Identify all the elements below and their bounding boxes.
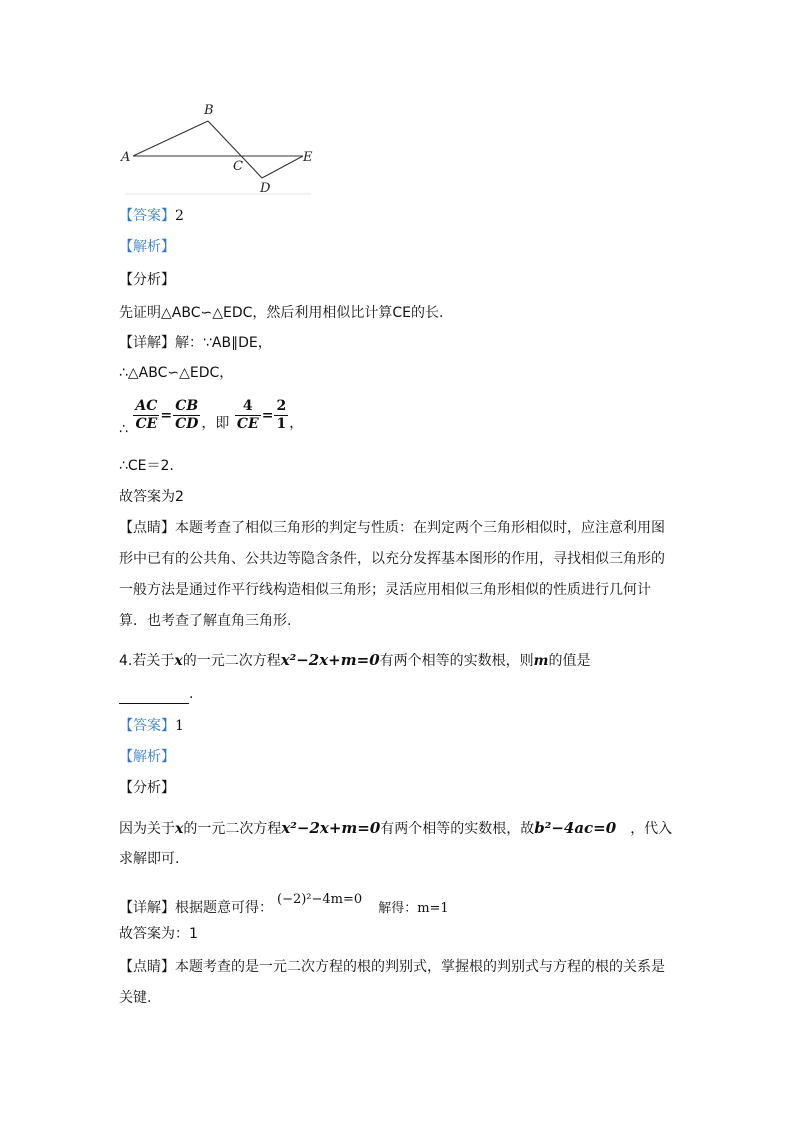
dianjing-tag: 【点睛】 [119,520,175,536]
fraction-numerator: 2 [276,398,287,414]
dianjing-tag: 【点睛】 [119,959,175,975]
var-x: x [175,821,184,837]
jiexi-tag: 【解析】 [119,749,175,765]
q3-dianjing-2: 形中已有的公共角、公共边等隐含条件，以充分发挥基本图形的作用，寻找相似三角形的 [119,551,665,567]
jiexi-tag: 【解析】 [119,239,175,255]
answer-value: 1 [175,718,184,734]
fraction-2-1 [274,398,288,433]
answer-value: 2 [175,208,184,224]
q4-fenxi-line2: 求解即可. [119,851,180,867]
detail-equation: (−2)²−4m=0 [277,892,363,907]
q3-answer [119,206,184,226]
fraction-denominator: 1 [276,416,287,432]
label-e: E [303,150,313,165]
q3-jiexi [119,237,175,257]
answer-tag: 【答案】 [119,718,175,734]
fenxi-part: 的一元二次方程 [183,821,282,837]
equals-sign: = [160,407,173,424]
detail-tag: 【详解】 [119,335,175,351]
equals-sign: = [261,407,274,424]
q3-dianjing-4: 算．也考查了解直角三角形. [119,613,292,629]
q3-fenxi-text: 先证明△ABC∽△EDC，然后利用相似比计算CE的长. [119,305,444,321]
dianjing-text: 本题考查的是一元二次方程的根的判别式，掌握根的判别式与方程的根的关系是 [175,959,665,975]
blank-end: . [189,686,194,702]
label-b: B [204,103,214,118]
label-d: D [260,181,271,196]
q4-dianjing-1 [119,957,665,977]
fraction-ac-ce [133,398,159,433]
q4-dianjing-2: 关键. [119,990,152,1006]
q4-fenxi-heading [119,778,175,798]
label-a: A [121,150,131,165]
q4-blank-line [119,684,193,704]
q3-fenxi-heading [119,270,175,290]
q3-fraction-line [119,398,303,440]
fraction-numerator: CB [173,398,200,416]
fraction-denominator: CE [135,416,158,432]
detail-tag: 【详解】 [119,900,175,916]
fraction-cb-cd [173,398,200,433]
fenxi-tag: 【分析】 [119,272,175,288]
q4-fenxi-text [119,818,672,839]
tail-comma: ， [289,415,304,432]
stem-part: 的值是 [548,653,591,669]
dianjing-text: 本题考查了相似三角形的判定与性质：在判定两个三角形相似时，应注意利用图 [175,520,665,536]
q3-dianjing-3: 一般方法是通过作平行线构造相似三角形；灵活应用相似三角形相似的性质进行几何计 [119,582,651,598]
fenxi-part: 因为关于 [119,821,175,837]
q4-conclusion: 故答案为：1 [119,926,198,942]
fenxi-part: 有两个相等的实数根，故 [380,821,535,837]
q3-dianjing-1 [119,518,665,538]
discriminant: b²−4ac=0 [534,819,617,837]
fraction-numerator: 4 [235,398,261,416]
q4-detail [119,892,449,919]
answer-tag: 【答案】 [119,208,175,224]
var-m: m [533,653,549,669]
detail-text: 根据题意可得： [175,900,273,916]
detail-text: 解：∵AB∥DE， [175,335,272,351]
q4-jiexi [119,747,175,767]
stem-part: 有两个相等的实数根，则 [379,653,534,669]
label-c: C [233,159,243,174]
fraction-numerator: AC [135,398,158,414]
ji-text: ，即 [201,415,230,432]
fenxi-part: ，代入 [630,821,673,837]
q3-therefore-3: ∴CE＝2. [119,458,174,474]
stem-part: 4.若关于 [119,653,175,669]
fenxi-tag: 【分析】 [119,780,175,796]
q3-therefore-1: ∴△ABC∽△EDC， [119,365,234,381]
q4-stem [119,650,590,671]
equation: x²−2x+m=0 [281,819,381,837]
segment-ab [133,121,208,156]
fraction-denominator: CE [236,416,259,432]
q3-conclusion: 故答案为2 [119,489,184,505]
therefore-symbol: ∴ [119,421,128,438]
fraction-denominator: CD [175,416,199,432]
stem-part: 的一元二次方程 [182,653,281,669]
q3-detail [119,333,272,353]
answer-blank [119,689,189,704]
q4-answer [119,716,184,736]
equation: x²−2x+m=0 [280,651,380,669]
var-x: x [174,653,183,669]
triangle-figure [115,96,325,196]
detail-solution: 解得：m=1 [378,901,449,916]
segment-de [262,156,303,178]
fraction-4-ce [235,398,261,433]
